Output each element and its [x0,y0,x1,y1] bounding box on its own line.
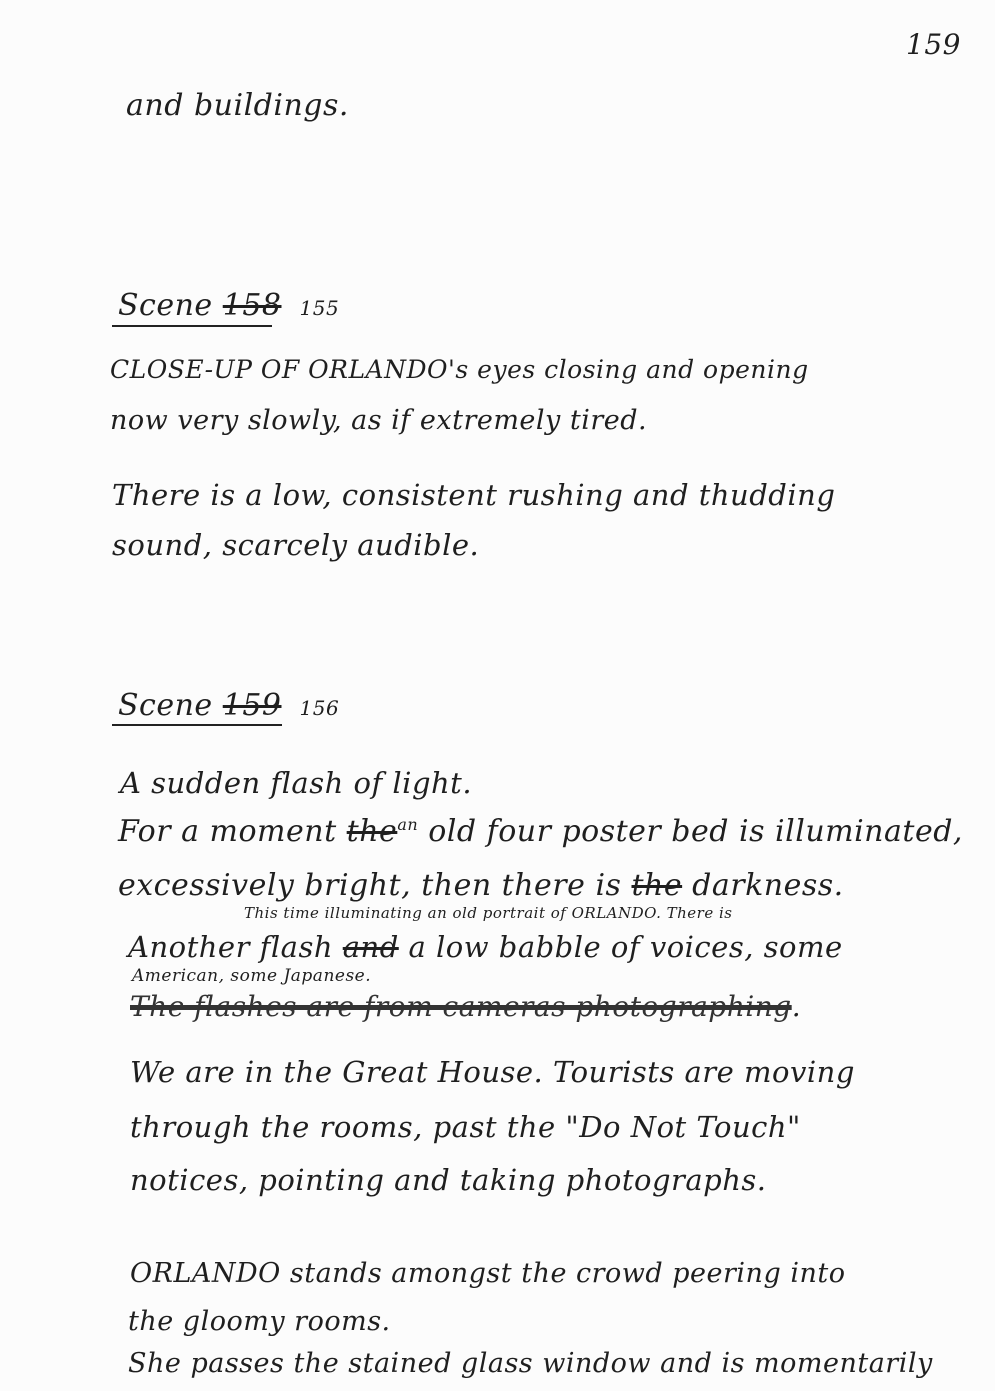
great-house-line-3: notices, pointing and taking photographs. [130,1163,767,1197]
bright-start: excessively bright, then there is [118,868,622,903]
american-line: American, some Japanese. [132,966,372,986]
another-end: a low babble of voices, some [408,930,843,964]
bright-line [118,868,844,903]
moment-line [118,814,963,849]
moment-start: For a moment [118,814,337,849]
scene-old-number: 158 [222,288,282,323]
crossed-out-period: . [791,990,802,1023]
scene-new-number: 155 [299,296,340,320]
orlando-line-3: She passes the stained glass window and is momentarily [128,1348,933,1379]
scene-label: Scene [118,288,213,323]
scene-heading-155 [118,288,339,323]
moment-end: old four poster bed is illuminated, [428,814,963,849]
scene-underline [112,325,272,327]
scene-label: Scene [118,688,213,723]
scene-old-number: 159 [222,688,282,723]
flash-line: A sudden flash of light. [120,766,473,800]
moment-struck-word: the [346,814,398,849]
bright-struck-word: the [631,868,683,903]
page-number: 159 [906,28,961,61]
scene-155-line-4: sound, scarcely audible. [112,528,480,562]
another-line [128,930,843,964]
opening-line: and buildings. [126,88,349,123]
another-start: Another flash [128,930,334,964]
bright-end: darkness. [692,868,844,903]
crossed-out-line [130,990,801,1023]
another-struck-word: and [342,930,399,964]
scene-heading-156 [118,688,339,723]
great-house-line-2: through the rooms, past the "Do Not Touch" [130,1110,801,1144]
orlando-line-2: the gloomy rooms. [128,1306,391,1337]
scene-155-line-2: now very slowly, as if extremely tired. [110,405,648,436]
scene-155-line-1: CLOSE-UP OF ORLANDO's eyes closing and opening [110,355,809,384]
crossed-out-text: The flashes are from cameras photographing [130,990,792,1023]
insert-above-line: This time illuminating an old portrait of ORLANDO. There is [244,904,733,922]
orlando-line-1: ORLANDO stands amongst the crowd peering into [130,1258,846,1289]
moment-insertion: an [397,815,419,834]
scene-underline [112,724,282,726]
great-house-line-1: We are in the Great House. Tourists are moving [130,1055,855,1089]
scene-155-line-3: There is a low, consistent rushing and thudding [112,478,836,512]
scene-new-number: 156 [299,696,340,720]
